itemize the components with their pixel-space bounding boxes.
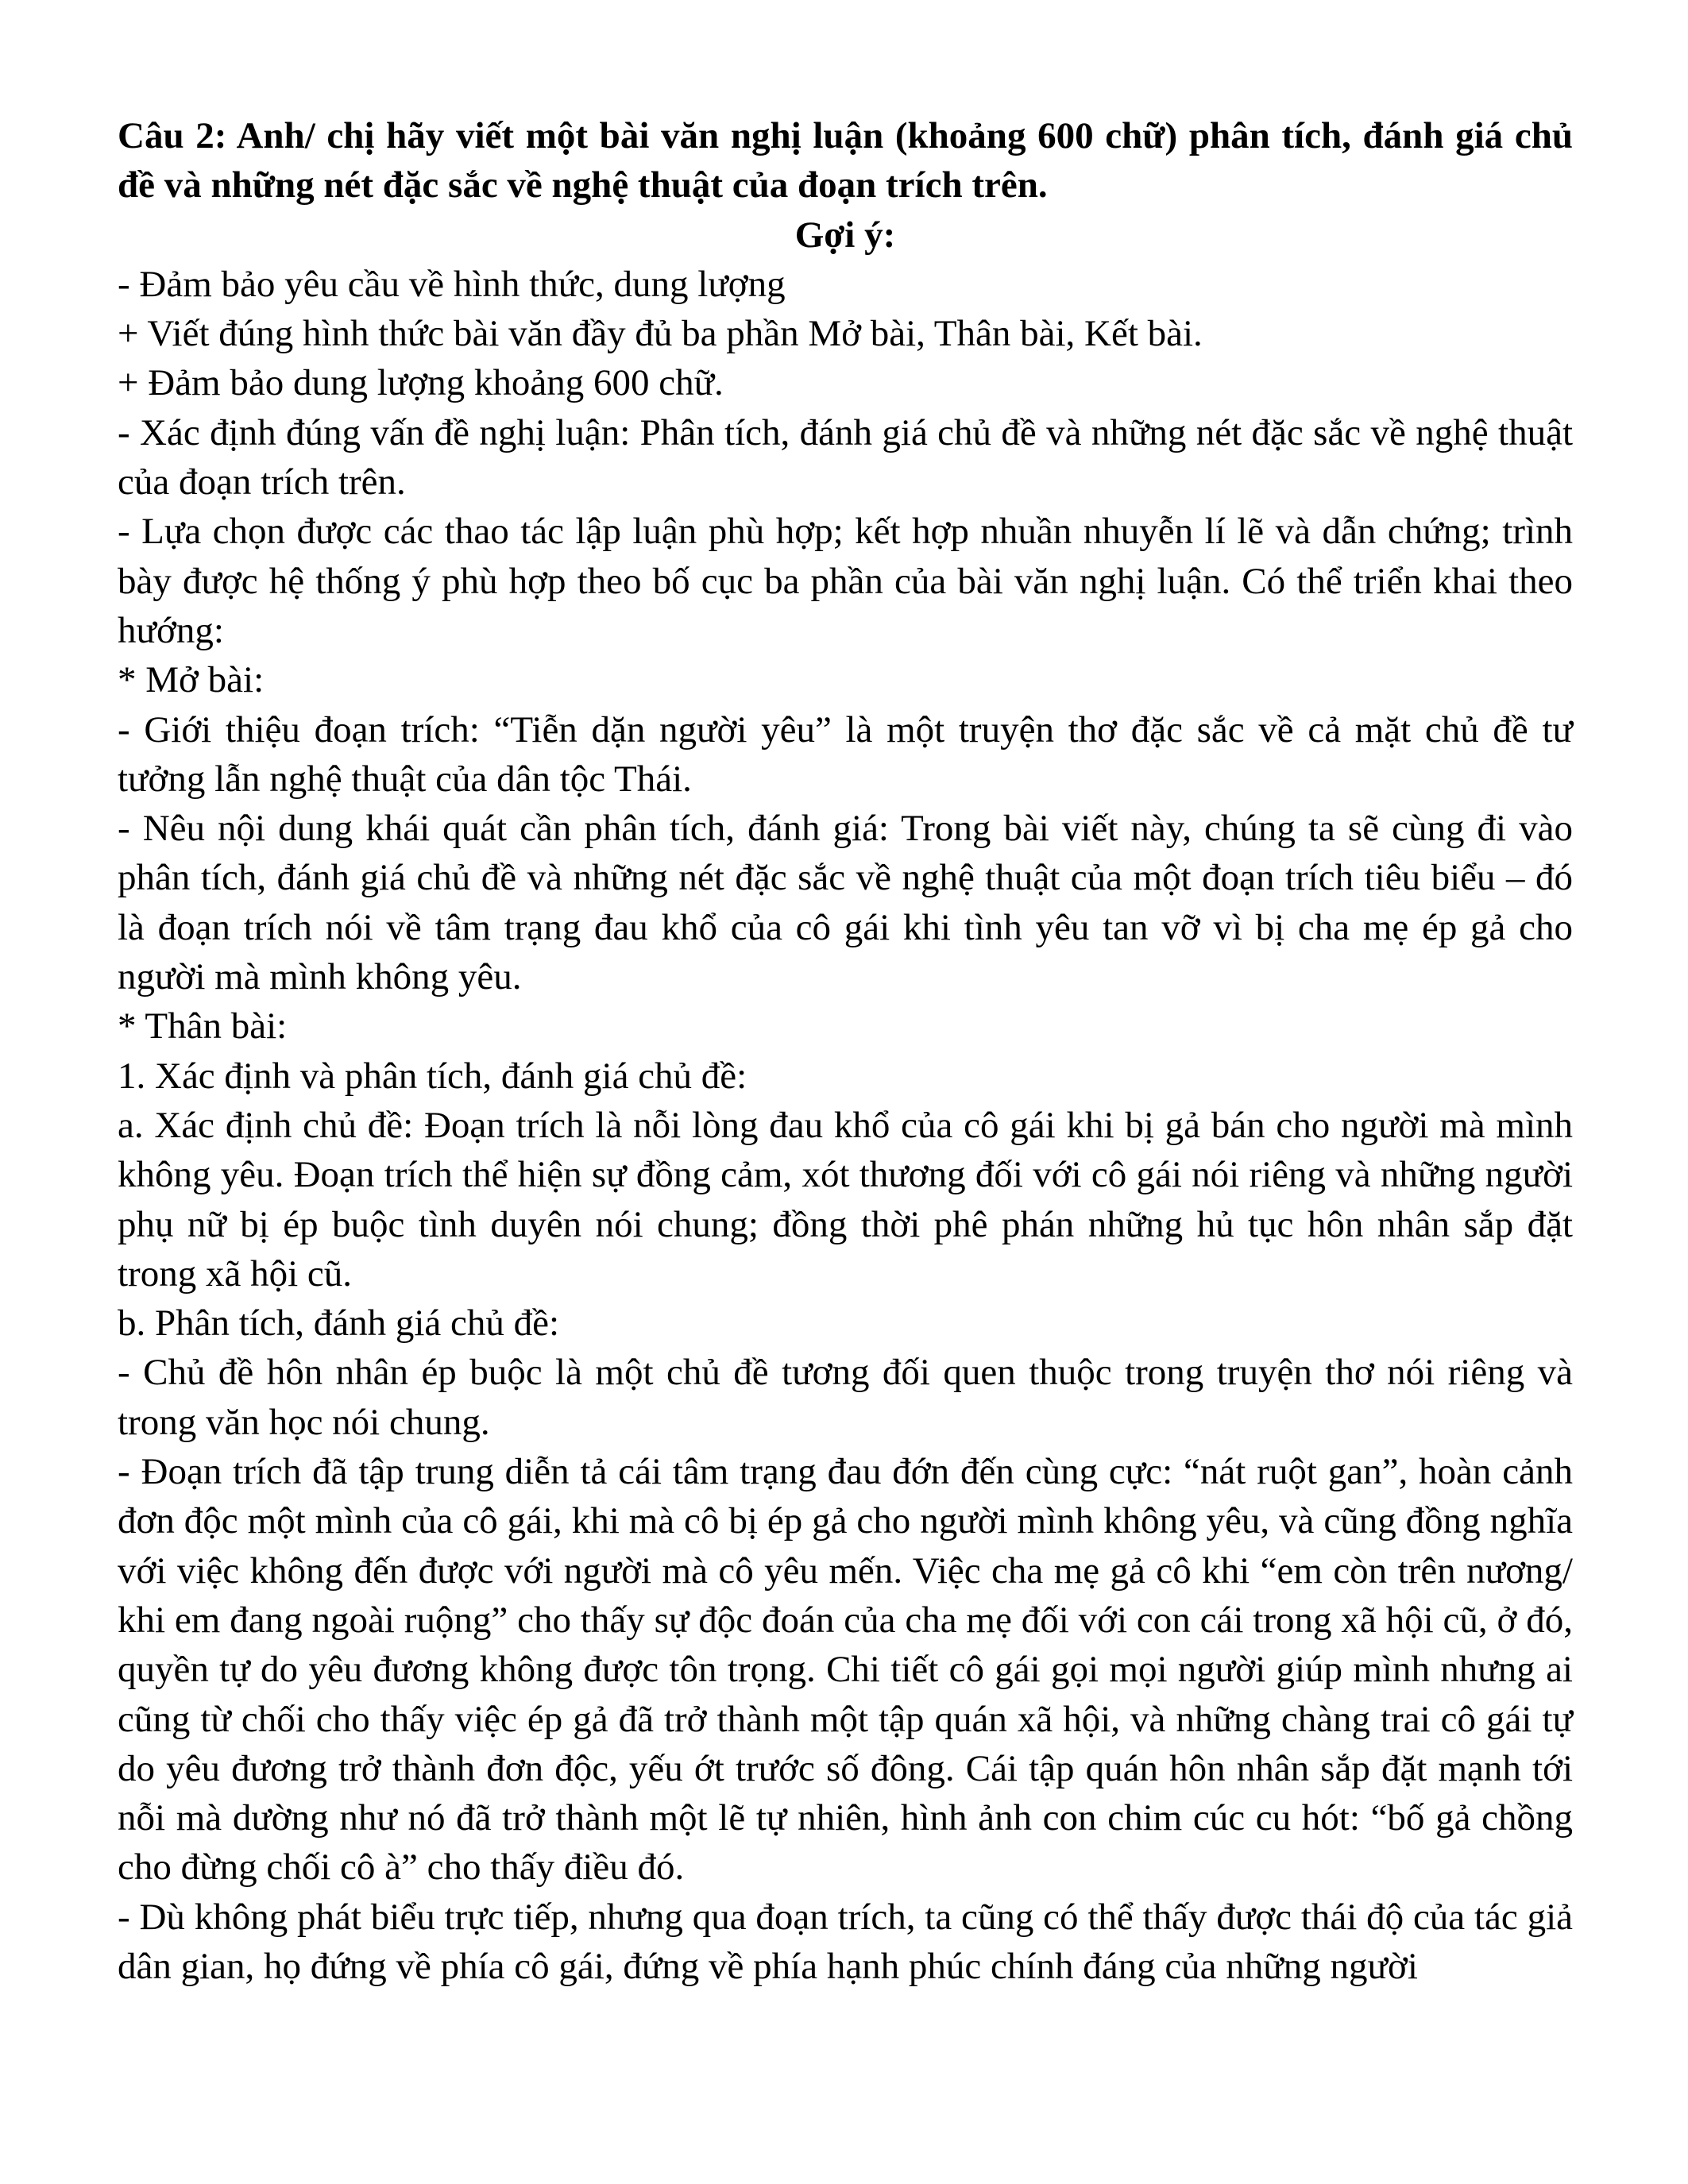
paragraph: - Đảm bảo yêu cầu về hình thức, dung lượng	[118, 263, 786, 305]
paragraph: - Giới thiệu đoạn trích: “Tiễn dặn người yêu” là một truyện thơ đặc sắc về cả mặt chủ đề tư tưởng lẫn nghệ thuật của dân tộc Thái.	[118, 708, 1573, 800]
document-page	[118, 111, 1573, 1991]
hint-heading: Gợi ý:	[794, 214, 896, 256]
paragraph: - Chủ đề hôn nhân ép buộc là một chủ đề tương đối quen thuộc trong truyện thơ nói riêng và trong văn học nói chung.	[118, 1352, 1573, 1443]
paragraph: - Đoạn trích đã tập trung diễn tả cái tâm trạng đau đớn đến cùng cực: “nát ruột gan”, hoàn cảnh đơn độc một mình của cô gái, khi mà cô bị ép gả cho người mình không yêu, và cũng đồng nghĩa với việc không đến được với người mà cô yêu mến. Việc cha mẹ gả cô khi “em còn trên nương/ khi em đang ngoài ruộng” cho thấy sự độc đoán của cha mẹ đối với con cái trong xã hội cũ, ở đó, quyền tự do yêu đương không được tôn trọng. Chi tiết cô gái gọi mọi người giúp mình nhưng ai cũng từ chối cho thấy việc ép gả đã trở thành một tập quán xã hội, và những chàng trai cô gái tự do yêu đương trở thành đơn độc, yếu ớt trước số đông. Cái tập quán hôn nhân sắp đặt mạnh tới nỗi mà dường như nó đã trở thành một lẽ tự nhiên, hình ảnh con chim cúc cu hót: “bố gả chồng cho đừng chối cô à” cho thấy điều đó.	[118, 1451, 1573, 1889]
paragraph: - Xác định đúng vấn đề nghị luận: Phân tích, đánh giá chủ đề và những nét đặc sắc về nghệ thuật của đoạn trích trên.	[118, 411, 1573, 504]
paragraph: - Lựa chọn được các thao tác lập luận phù hợp; kết hợp nhuần nhuyễn lí lẽ và dẫn chứng; trình bày được hệ thống ý phù hợp theo bố cục ba phần của bài văn nghị luận. Có thể triển khai theo hướng:	[118, 511, 1573, 651]
paragraph: + Đảm bảo dung lượng khoảng 600 chữ.	[118, 362, 724, 404]
paragraph: - Dù không phát biểu trực tiếp, nhưng qua đoạn trích, ta cũng có thể thấy được thái độ của tác giả dân gian, họ đứng về phía cô gái, đứng về phía hạnh phúc chính đáng của những người	[118, 1896, 1573, 1987]
section-heading-mo-bai: * Mở bài:	[118, 659, 265, 701]
paragraph: - Nêu nội dung khái quát cần phân tích, đánh giá: Trong bài viết này, chúng ta sẽ cùng đi vào phân tích, đánh giá chủ đề và những nét đặc sắc về nghệ thuật của một đoạn trích tiêu biểu – đó là đoạn trích nói về tâm trạng đau khổ của cô gái khi tình yêu tan vỡ vì bị cha mẹ ép gả cho người mà mình không yêu.	[118, 808, 1573, 998]
paragraph: + Viết đúng hình thức bài văn đầy đủ ba phần Mở bài, Thân bài, Kết bài.	[118, 313, 1203, 355]
paragraph: a. Xác định chủ đề: Đoạn trích là nỗi lòng đau khổ của cô gái khi bị gả bán cho người mà mình không yêu. Đoạn trích thể hiện sự đồng cảm, xót thương đối với cô gái nói riêng và những người phụ nữ bị ép buộc tình duyên nói chung; đồng thời phê phán những hủ tục hôn nhân sắp đặt trong xã hội cũ.	[118, 1104, 1573, 1295]
subsection-heading: b. Phân tích, đánh giá chủ đề:	[118, 1302, 560, 1345]
section-heading-than-bai: * Thân bài:	[118, 1005, 288, 1048]
question-text: Câu 2: Anh/ chị hãy viết một bài văn nghị luận (khoảng 600 chữ) phân tích, đánh giá chủ đề và những nét đặc sắc về nghệ thuật của đoạn trích trên.	[118, 115, 1573, 206]
subsection-heading: 1. Xác định và phân tích, đánh giá chủ đề:	[118, 1055, 747, 1097]
